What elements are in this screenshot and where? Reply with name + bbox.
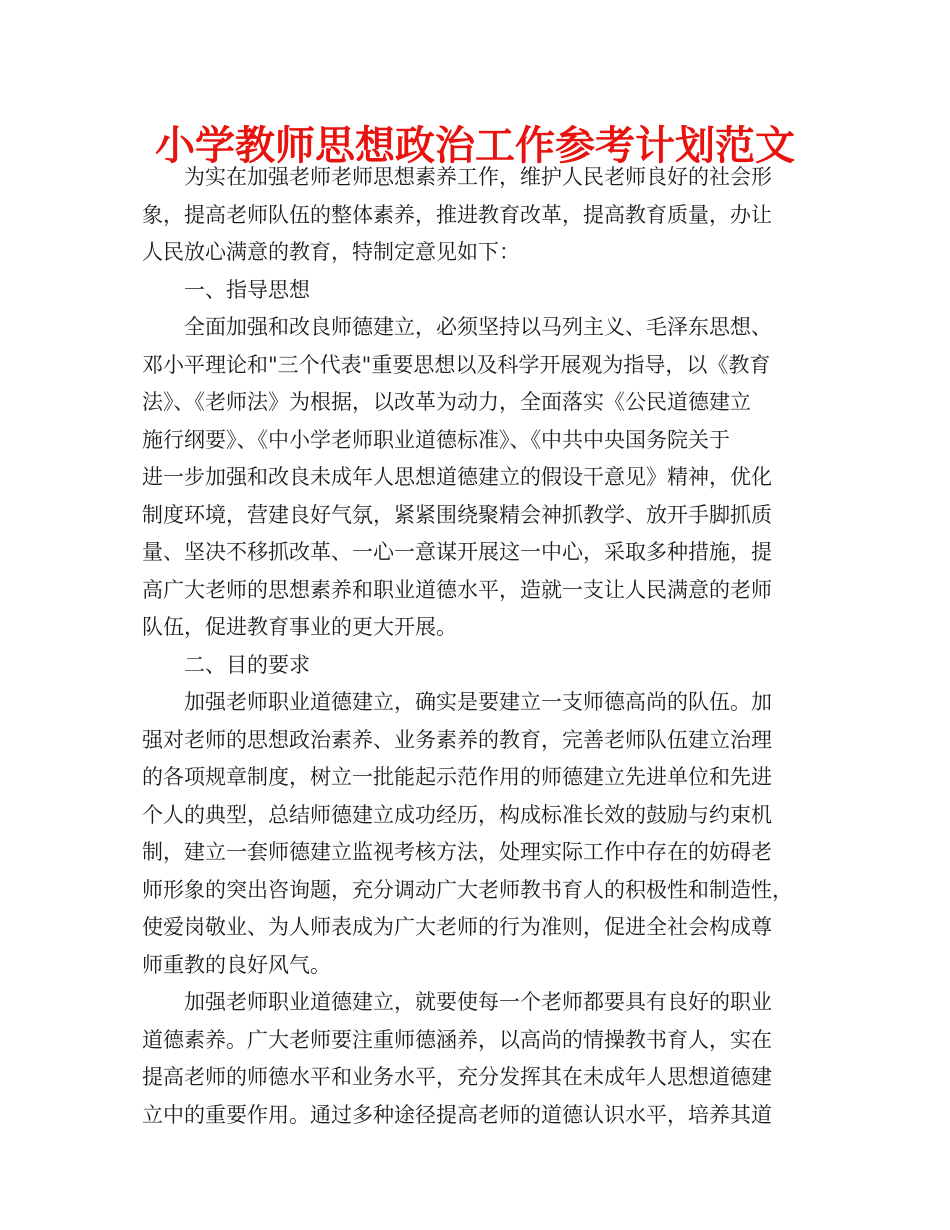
text-line: 二、目的要求 bbox=[184, 652, 310, 677]
text-line: 为实在加强老师老师思想素养工作，维护人民老师良好的社会形 bbox=[184, 165, 772, 189]
text-line: 制度环境，营建良好气氛，紧紧围绕聚精会神抓教学、放开手脚抓质 bbox=[142, 502, 772, 527]
text-line: 进一步加强和改良未成年人思想道德建立的假设干意见》精神，优化 bbox=[142, 465, 772, 489]
text-line: 使爱岗敬业、为人师表成为广大老师的行为准则，促进全社会构成尊 bbox=[142, 915, 772, 939]
text-line: 量、坚决不移抓改革、一心一意谋开展这一中心，采取多种措施，提 bbox=[142, 540, 772, 564]
text-line: 高广大老师的思想素养和职业道德水平，造就一支让人民满意的老师 bbox=[142, 577, 772, 602]
document-title: 小学教师思想政治工作参考计划范文 bbox=[155, 123, 795, 169]
text-line: 强对老师的思想政治素养、业务素养的教育，完善老师队伍建立治理 bbox=[142, 727, 772, 752]
text-line: 加强老师职业道德建立，确实是要建立一支师德高尚的队伍。加 bbox=[184, 690, 772, 714]
text-line: 制，建立一套师德建立监视考核方法，处理实际工作中存在的妨碍老 bbox=[142, 840, 772, 864]
text-line: 一、指导思想 bbox=[184, 277, 310, 302]
text-line: 邓小平理论和"三个代表"重要思想以及科学开展观为指导，以《教育 bbox=[142, 352, 771, 377]
text-line: 个人的典型，总结师德建立成功经历，构成标准长效的鼓励与约束机 bbox=[142, 802, 772, 827]
text-line: 立中的重要作用。通过多种途径提高老师的道德认识水平，培养其道 bbox=[142, 1102, 772, 1127]
text-line: 队伍，促进教育事业的更大开展。 bbox=[142, 615, 457, 639]
text-line: 道德素养。广大老师要注重师德涵养，以高尚的情操教书育人，实在 bbox=[142, 1027, 772, 1052]
text-line: 加强老师职业道德建立，就要使每一个老师都要具有良好的职业 bbox=[184, 990, 772, 1014]
text-line: 的各项规章制度，树立一批能起示范作用的师德建立先进单位和先进 bbox=[142, 765, 772, 789]
text-line: 法》、《老师法》为根据，以改革为动力，全面落实《公民道德建立 bbox=[142, 390, 751, 414]
text-line: 师重教的良好风气。 bbox=[142, 952, 331, 977]
text-line: 提高老师的师德水平和业务水平，充分发挥其在未成年人思想道德建 bbox=[142, 1065, 772, 1089]
text-line: 全面加强和改良师德建立，必须坚持以马列主义、毛泽东思想、 bbox=[184, 315, 772, 339]
text-line: 象，提高老师队伍的整体素养，推进教育改革，提高教育质量，办让 bbox=[142, 202, 772, 227]
text-line: 施行纲要》、《中小学老师职业道德标准》、《中共中央国务院关于 bbox=[142, 427, 730, 452]
document-body bbox=[142, 159, 810, 1134]
text-line: 师形象的突出咨询题，充分调动广大老师教书育人的积极性和制造性， bbox=[142, 877, 793, 902]
text-line: 人民放心满意的教育，特制定意见如下： bbox=[142, 240, 520, 264]
